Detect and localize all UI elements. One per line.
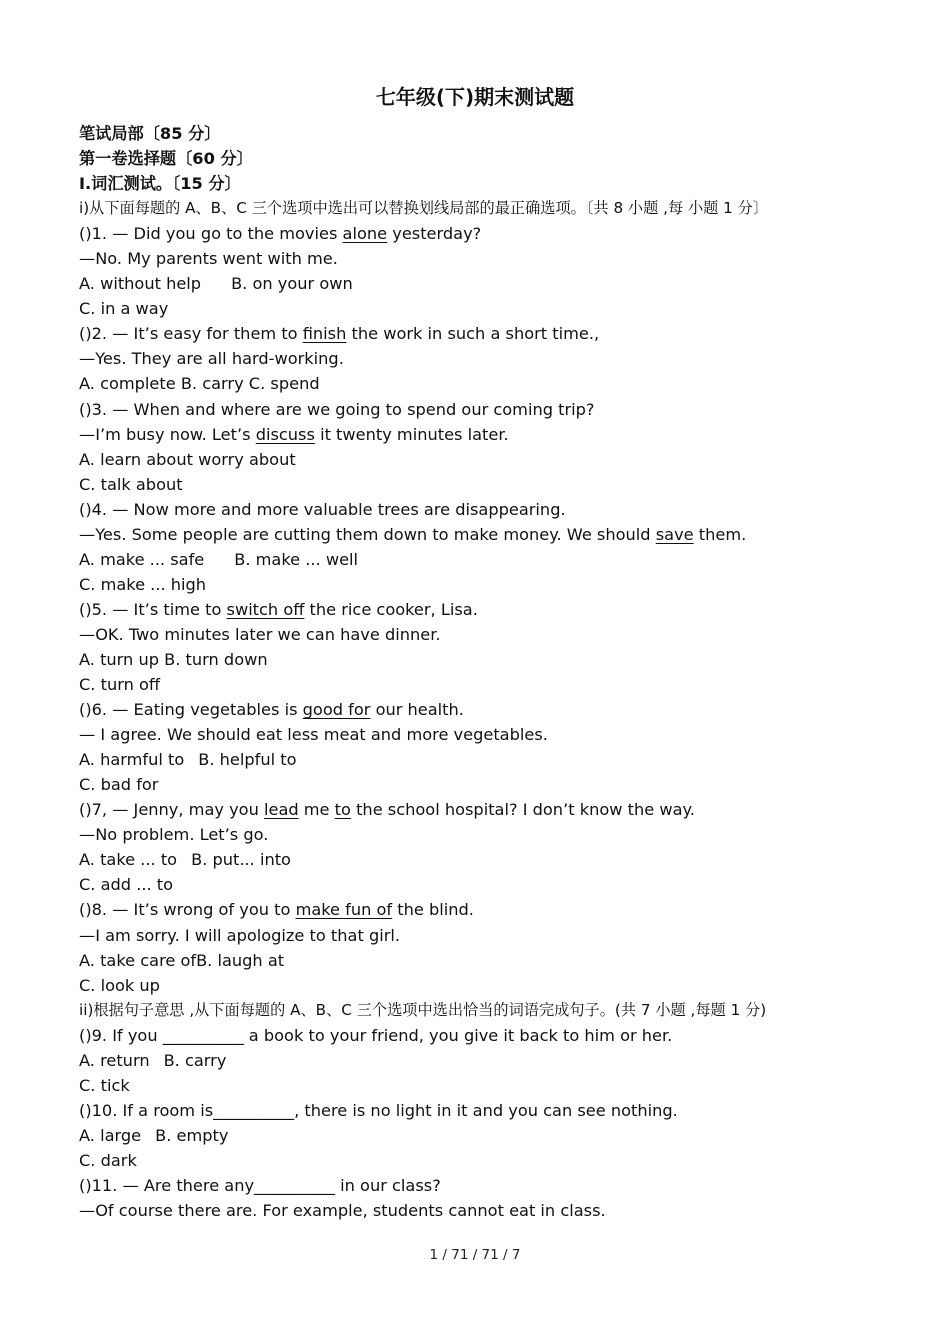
page-title: 七年级(下)期末测试题 (375, 85, 575, 109)
option-b: B. make ... well (234, 549, 359, 569)
section-heading-written: 笔试局部〔85 分〕 (79, 124, 221, 143)
question-3-reply: —I’m busy now. Let’s discuss it twenty minutes later. (79, 424, 509, 444)
document-body (79, 121, 879, 1223)
question-6: ()6. — Eating vegetables is good for our health. (79, 700, 464, 720)
section-heading-vocab: I.词汇测试。〔15 分〕 (79, 174, 241, 194)
option-b: B. carry (163, 1050, 227, 1070)
option-c: C. tick (79, 1075, 130, 1095)
section-heading-volume1: 第一卷选择题〔60 分〕 (79, 149, 253, 169)
option-c: C. look up (79, 975, 160, 995)
underlined-word: switch off (226, 599, 305, 619)
question-5-options-ab: A. turn up B. turn down (79, 649, 268, 669)
option-a: A. make ... safe (79, 549, 205, 569)
question-10: ()10. If a room is__________, there is no light in it and you can see nothing. (79, 1100, 678, 1120)
question-3: ()3. — When and where are we going to spend our coming trip? (79, 399, 595, 419)
question-5: ()5. — It’s time to switch off the rice cooker, Lisa. (79, 599, 478, 619)
question-4-options-ab (79, 547, 879, 572)
option-c: C. dark (79, 1150, 137, 1170)
underlined-word: alone (342, 224, 388, 244)
option-a: A. take ... to (79, 850, 178, 870)
option-a: A. harmful to (79, 750, 185, 770)
option-c: C. add ... to (79, 875, 174, 895)
option-a: A. large (79, 1125, 142, 1145)
question-3-options-ab: A. learn about worry about (79, 449, 296, 469)
question-6-options-ab (79, 747, 879, 772)
underlined-word: finish (302, 324, 347, 344)
question-4-reply: —Yes. Some people are cutting them down to make money. We should save them. (79, 524, 747, 544)
underlined-word: lead (263, 800, 299, 820)
option-a: A. without help (79, 274, 202, 294)
option-c: C. bad for (79, 775, 159, 795)
question-8-options-ab: A. take care ofB. laugh at (79, 950, 285, 970)
underlined-word: discuss (255, 424, 315, 444)
option-b: B. put... into (191, 850, 291, 870)
page-number: 1 / 71 / 71 / 7 (429, 1247, 521, 1263)
question-8: ()8. — It’s wrong of you to make fun of the blind. (79, 900, 474, 920)
question-7-options-ab (79, 847, 879, 872)
question-2-reply: —Yes. They are all hard-working. (79, 349, 344, 369)
question-10-options-ab (79, 1123, 879, 1148)
option-c: C. make ... high (79, 574, 207, 594)
question-1: ()1. — Did you go to the movies alone yesterday? (79, 224, 482, 244)
question-4: ()4. — Now more and more valuable trees are disappearing. (79, 499, 566, 519)
question-5-reply: —OK. Two minutes later we can have dinner. (79, 624, 441, 644)
question-9-options-ab (79, 1048, 879, 1073)
option-b: B. empty (155, 1125, 229, 1145)
option-b: B. helpful to (198, 750, 297, 770)
question-2-options: A. complete B. carry C. spend (79, 374, 320, 394)
underlined-word: make fun of (295, 900, 393, 920)
question-1-options-ab (79, 271, 879, 296)
option-a: A. return (79, 1050, 150, 1070)
option-c: C. talk about (79, 474, 183, 494)
question-11: ()11. — Are there any__________ in our class? (79, 1175, 441, 1195)
question-7: ()7, — Jenny, may you lead me to the school hospital? I don’t know the way. (79, 800, 695, 820)
question-7-reply: —No problem. Let’s go. (79, 825, 269, 845)
underlined-word: save (655, 524, 694, 544)
option-c: C. turn off (79, 675, 161, 695)
part-ii-instruction: ii)根据句子意思 ,从下面每题的 A、B、C 三个选项中选出恰当的词语完成句子。(共 7 小题 ,每题 1 分) (79, 1000, 767, 1019)
option-c: C. in a way (79, 299, 169, 319)
question-2: ()2. — It’s easy for them to finish the work in such a short time., (79, 324, 600, 344)
question-11-reply: —Of course there are. For example, students cannot eat in class. (79, 1201, 606, 1221)
question-9: ()9. If you __________ a book to your friend, you give it back to him or her. (79, 1025, 673, 1045)
underlined-word: good for (302, 700, 371, 720)
option-b: B. on your own (231, 274, 353, 294)
part-i-instruction: i)从下面每题的 A、B、C 三个选项中选出可以替换划线局部的最正确选项。〔共 8 小题 ,每 小题 1 分〕 (79, 199, 769, 218)
question-8-reply: —I am sorry. I will apologize to that girl. (79, 925, 401, 945)
question-6-reply: — I agree. We should eat less meat and more vegetables. (79, 725, 548, 745)
question-1-reply: —No. My parents went with me. (79, 249, 338, 269)
underlined-word: to (334, 800, 351, 820)
